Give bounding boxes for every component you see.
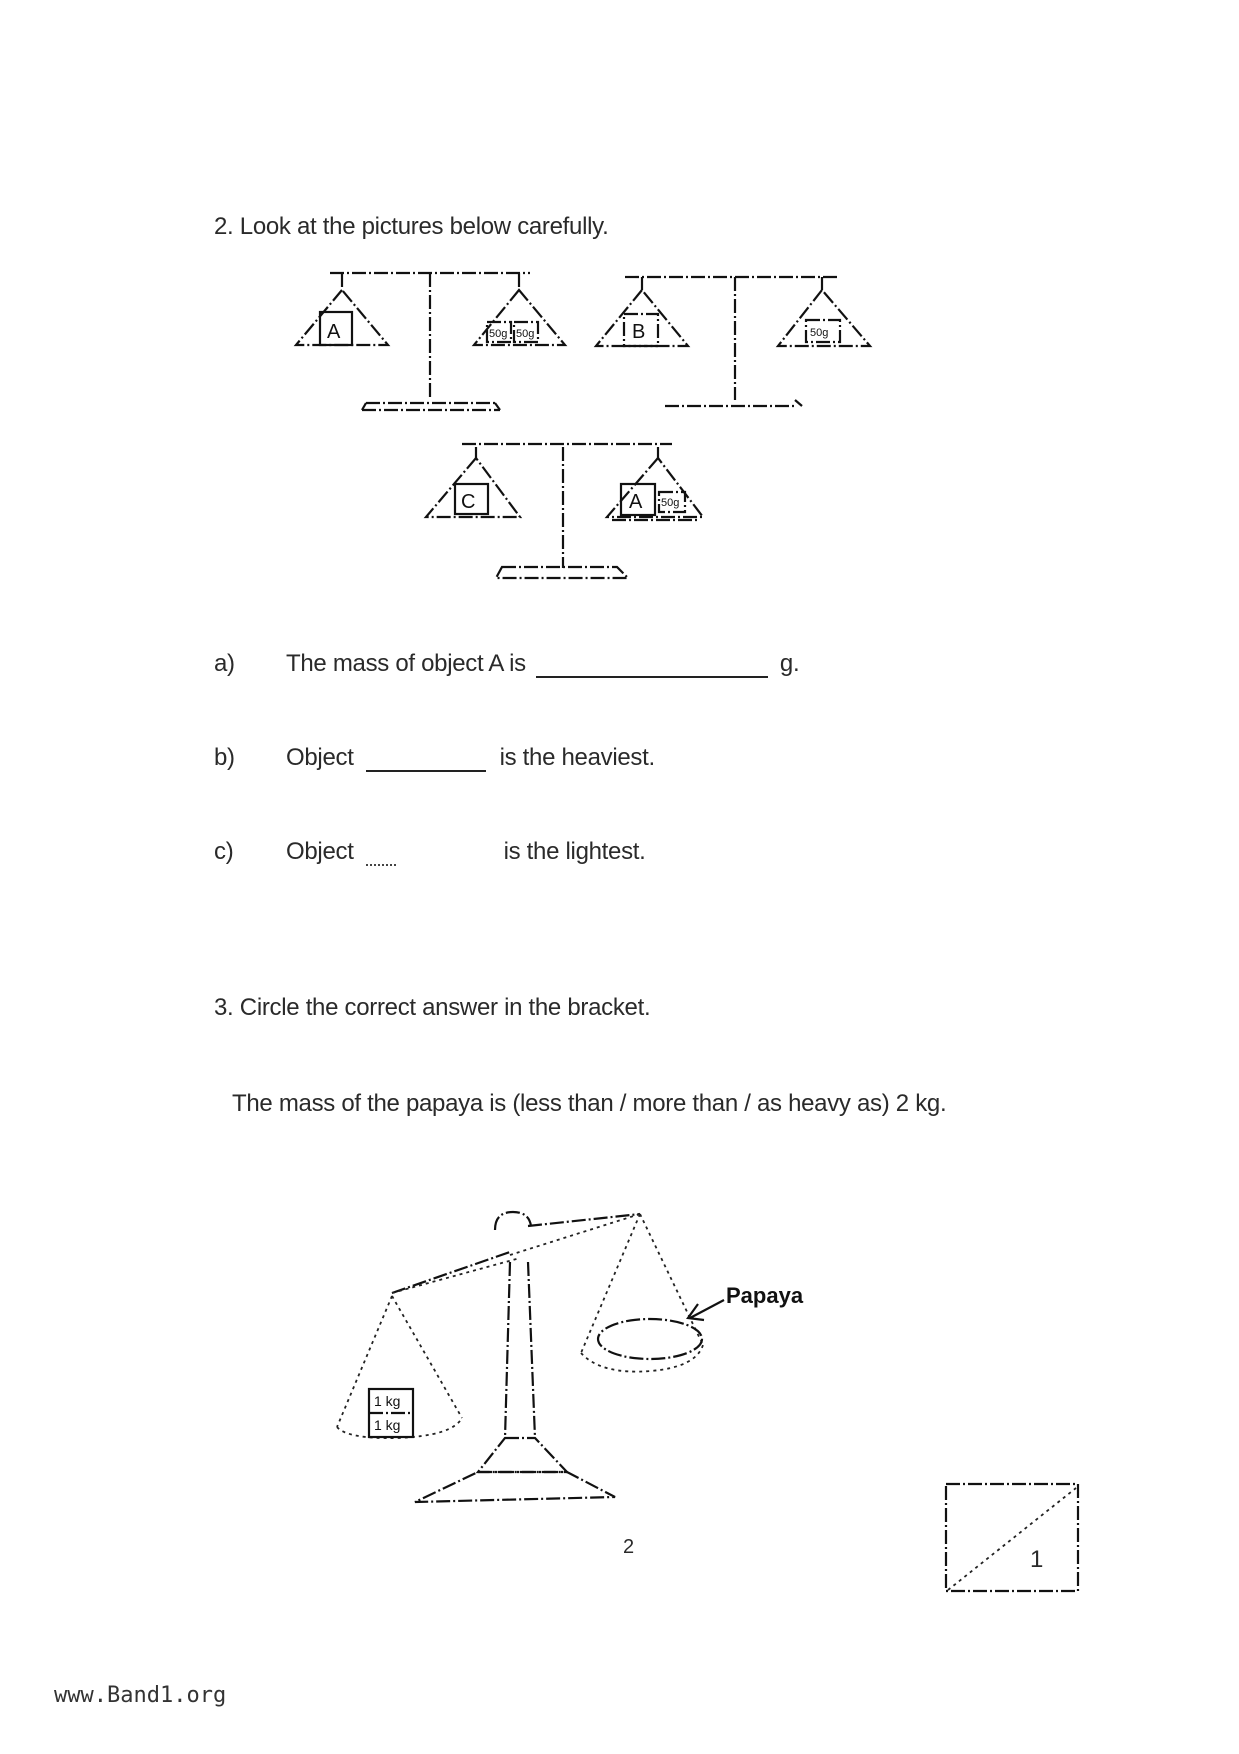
scale-1-object-label: A [327,321,341,343]
question-2c-text: Object [286,838,354,865]
question-2c-label: c) [214,838,234,865]
weight-1kg-top: 1 kg [374,1393,401,1409]
page-number: 2 [623,1536,634,1558]
question-2a-text: The mass of object A is [286,650,526,677]
scale-1-weight-1: 50g [489,328,508,340]
footer-website[interactable]: www.Band1.org [54,1683,227,1708]
question-2c-suffix: is the lightest. [503,838,646,865]
score-box-marks: 1 [1030,1546,1044,1573]
scale-3-object-label: C [461,491,476,513]
weight-1kg-bottom: 1 kg [374,1417,401,1433]
question-2b-suffix: is the heaviest. [499,744,655,771]
question-2-title: 2. Look at the pictures below carefully. [214,213,609,240]
question-2b-label: b) [214,744,235,771]
score-box-diagonal [948,1488,1076,1590]
question-2a-label: a) [214,650,235,677]
scale-2-weight-1: 50g [810,327,829,339]
question-2b-text: Object [286,744,354,771]
scale-2-object-label: B [632,321,646,343]
papaya-label: Papaya [726,1283,804,1308]
scale-3-weight-1: 50g [661,497,680,509]
question-3-statement[interactable]: The mass of the papaya is (less than / more than / as heavy as) 2 kg. [232,1090,947,1117]
question-2a-unit: g. [779,650,800,677]
question-3-title: 3. Circle the correct answer in the bracket. [214,994,651,1021]
scale-1-weight-2: 50g [516,328,535,340]
scale-3-object-a-label: A [629,491,643,513]
